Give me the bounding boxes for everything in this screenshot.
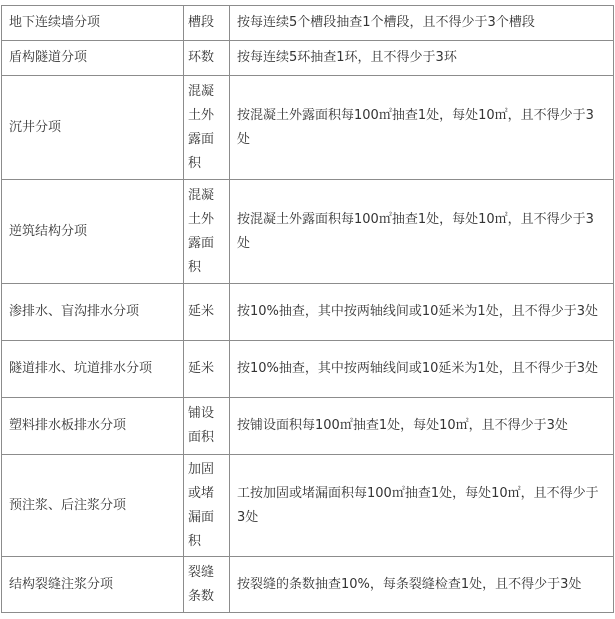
method-cell: 按铺设面积每100㎡抽查1处，每处10㎡，且不得少于3处	[230, 398, 614, 455]
unit-cell: 混凝土外露面积	[184, 180, 230, 284]
inspection-sampling-table	[1, 5, 614, 613]
item-name-cell: 结构裂缝注浆分项	[2, 557, 184, 613]
unit-cell: 加固或堵漏面积	[184, 455, 230, 557]
method-cell: 按10%抽查，其中按两轴线间或10延米为1处，且不得少于3处	[230, 284, 614, 341]
table-row	[2, 341, 614, 398]
method-cell: 按混凝土外露面积每100㎡抽查1处，每处10㎡，且不得少于3处	[230, 76, 614, 180]
unit-cell: 延米	[184, 341, 230, 398]
unit-cell: 混凝土外露面积	[184, 76, 230, 180]
table-row	[2, 284, 614, 341]
table-row	[2, 180, 614, 284]
unit-cell: 铺设面积	[184, 398, 230, 455]
table-row	[2, 455, 614, 557]
item-name-cell: 盾构隧道分项	[2, 41, 184, 76]
unit-cell: 环数	[184, 41, 230, 76]
item-name-cell: 预注浆、后注浆分项	[2, 455, 184, 557]
method-cell: 按混凝土外露面积每100㎡抽查1处，每处10㎡，且不得少于3处	[230, 180, 614, 284]
item-name-cell: 沉井分项	[2, 76, 184, 180]
method-cell: 按裂缝的条数抽查10%，每条裂缝检查1处，且不得少于3处	[230, 557, 614, 613]
method-cell: 工按加固或堵漏面积每100㎡抽查1处，每处10㎡，且不得少于3处	[230, 455, 614, 557]
item-name-cell: 隧道排水、坑道排水分项	[2, 341, 184, 398]
method-cell: 按每连续5个槽段抽查1个槽段，且不得少于3个槽段	[230, 6, 614, 41]
table-row	[2, 41, 614, 76]
item-name-cell: 地下连续墙分项	[2, 6, 184, 41]
item-name-cell: 逆筑结构分项	[2, 180, 184, 284]
table-row	[2, 76, 614, 180]
table-row	[2, 557, 614, 613]
item-name-cell: 塑料排水板排水分项	[2, 398, 184, 455]
method-cell: 按10%抽查，其中按两轴线间或10延米为1处，且不得少于3处	[230, 341, 614, 398]
unit-cell: 裂缝条数	[184, 557, 230, 613]
item-name-cell: 渗排水、盲沟排水分项	[2, 284, 184, 341]
unit-cell: 槽段	[184, 6, 230, 41]
table-row	[2, 6, 614, 41]
method-cell: 按每连续5环抽查1环，且不得少于3环	[230, 41, 614, 76]
unit-cell: 延米	[184, 284, 230, 341]
table-row	[2, 398, 614, 455]
